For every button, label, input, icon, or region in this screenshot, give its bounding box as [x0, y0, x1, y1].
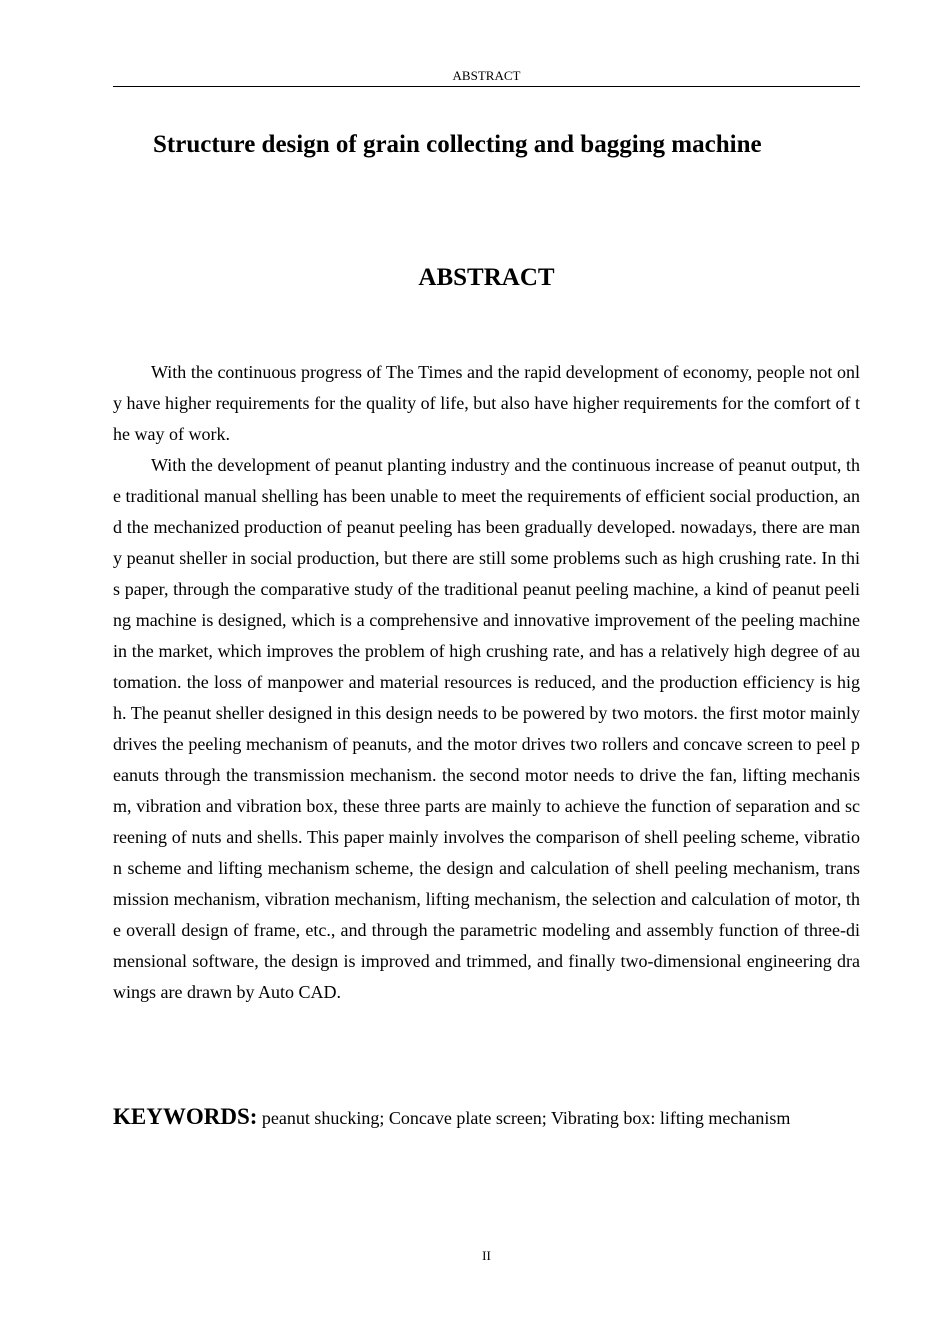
- keywords-text: peanut shucking; Concave plate screen; Vibrating box: lifting mechanism: [261, 1108, 791, 1128]
- document-title: Structure design of grain collecting and bagging machine: [153, 131, 762, 158]
- header-divider: [113, 86, 860, 87]
- running-header: ABSTRACT: [452, 68, 521, 83]
- abstract-heading: ABSTRACT: [418, 264, 555, 291]
- abstract-paragraph-2: With the development of peanut planting industry and the continuous increase of peanut output, the traditional manual shelling has been unable to meet the requirements of efficient social production, and the mechanized production of peanut peeling has been gradually developed. nowadays, there are many peanut sheller in social production, but there are still some problems such as high crushing rate. In this paper, through the comparative study of the traditional peanut peeling machine, a kind of peanut peeling machine is designed, which is a comprehensive and innovative improvement of the peeling machine in the market, which improves the problem of high crushing rate, and has a relatively high degree of automation. the loss of manpower and material resources is reduced, and the production efficiency is high. The peanut sheller designed in this design needs to be powered by two motors. the first motor mainly drives the peeling mechanism of peanuts, and the motor drives two rollers and concave screen to peel peanuts through the transmission mechanism. the second motor needs to drive the fan, lifting mechanism, vibration and vibration box, these three parts are mainly to achieve the function of separation and screening of nuts and shells. This paper mainly involves the comparison of shell peeling scheme, vibration scheme and lifting mechanism scheme, the design and calculation of shell peeling mechanism, transmission mechanism, vibration mechanism, lifting mechanism, the selection and calculation of motor, the overall design of frame, etc., and through the parametric modeling and assembly function of three-dimensional software, the design is improved and trimmed, and finally two-dimensional engineering drawings are drawn by Auto CAD.: [113, 455, 860, 1002]
- keywords-line: [113, 1101, 860, 1134]
- keywords-label: KEYWORDS:: [113, 1104, 258, 1129]
- abstract-paragraph-1: With the continuous progress of The Times and the rapid development of economy, people not only have higher requirements for the quality of life, but also have higher requirements for the comfort of the way of work.: [113, 362, 860, 444]
- abstract-body: [113, 357, 860, 1008]
- page-number: II: [482, 1248, 491, 1263]
